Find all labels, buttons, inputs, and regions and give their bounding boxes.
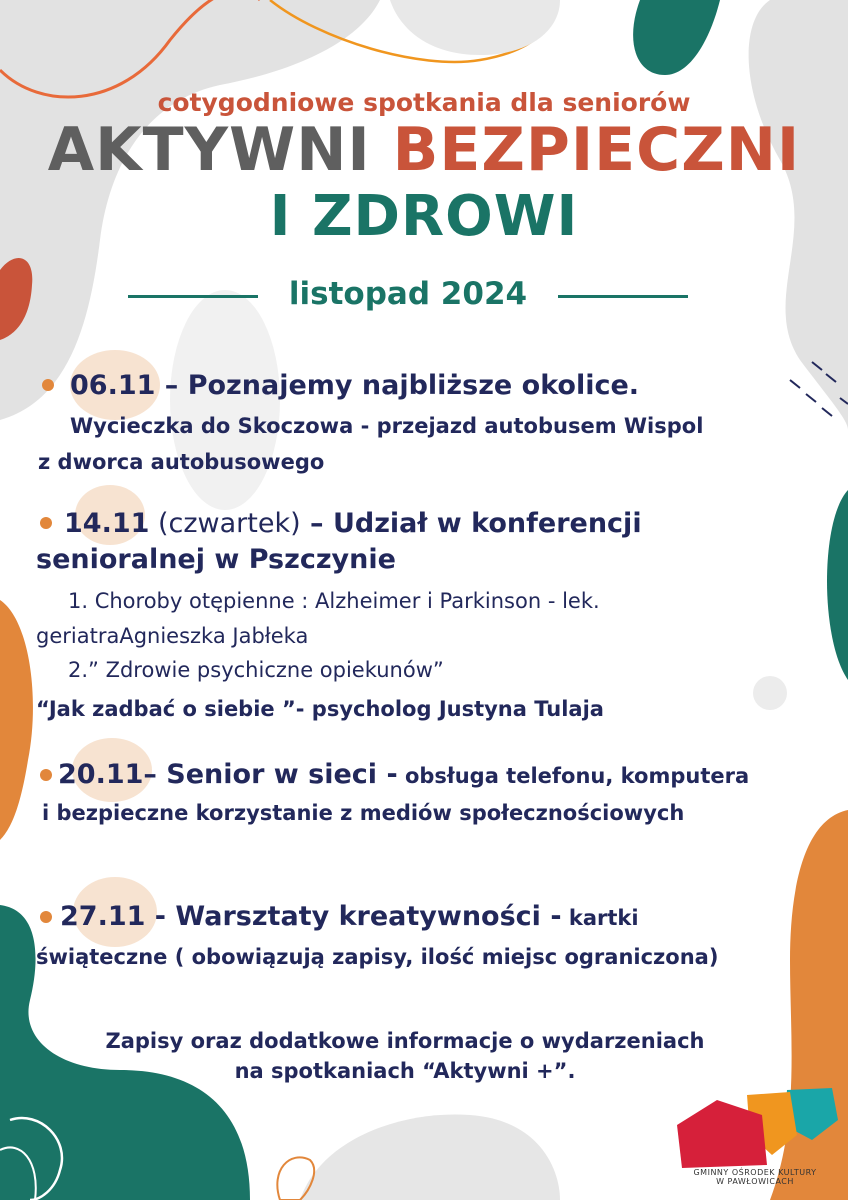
divider-right: [558, 295, 688, 298]
footer-line-1: Zapisy oraz dodatkowe informacje o wydarzeniach: [105, 1029, 705, 1053]
subtitle: cotygodniowe spotkania dla seniorów: [157, 88, 691, 117]
logo-text-line-2: W PAWŁOWICACH: [716, 1177, 794, 1186]
bullet-icon: [40, 911, 52, 923]
event-1-line-2: z dworca autobusowego: [38, 450, 325, 474]
event-4-title-tail: kartki: [561, 906, 639, 930]
event-2-line-3: 2.” Zdrowie psychiczne opiekunów”: [68, 658, 444, 682]
footer-note: [0, 1026, 810, 1086]
event-3-title-tail: obsługa telefonu, komputera: [397, 764, 750, 788]
bullet-icon: [42, 379, 54, 391]
event-3-title: 20.11– Senior w sieci -: [58, 759, 398, 790]
event-3-line-2: i bezpieczne korzystanie z mediów społecznościowych: [42, 801, 685, 825]
event-4-line-2: świąteczne ( obowiązują zapisy, ilość miejsc ograniczona): [36, 945, 719, 969]
event-2-line-1: 1. Choroby otępienne : Alzheimer i Parkinson - lek.: [68, 589, 600, 613]
bullet-icon: [40, 769, 52, 781]
title-line2: I ZDROWI: [269, 184, 579, 249]
logo-text-line-1: GMINNY OŚRODEK KULTURY: [693, 1168, 817, 1177]
event-2-heading-line2: senioralnej w Pszczynie: [36, 544, 396, 575]
bullet-icon: [40, 517, 52, 529]
event-1-heading: 06.11 – Poznajemy najbliższe okolice.: [70, 370, 640, 401]
event-2-day: (czwartek): [149, 508, 301, 539]
logo-text: [672, 1168, 838, 1186]
title-word-bezpieczni: BEZPIECZNI: [392, 115, 801, 185]
event-4-title: 27.11 - Warsztaty kreatywności -: [60, 901, 562, 932]
event-2-date: 14.11: [64, 508, 150, 539]
event-4-heading: [60, 899, 639, 935]
event-2-heading-rest: – Udział w konferencji: [300, 508, 642, 539]
event-1-line-1: Wycieczka do Skoczowa - przejazd autobusem Wispol: [70, 414, 704, 438]
event-2-line-2: geriatraAgnieszka Jabłeka: [36, 624, 309, 648]
month-row: [128, 276, 688, 316]
footer-line-2: na spotkaniach “Aktywni +”.: [234, 1059, 576, 1083]
event-3-heading: [58, 757, 749, 793]
title-word-aktywni: AKTYWNI: [47, 115, 371, 185]
event-2-line-4: “Jak zadbać o siebie ”- psycholog Justyna Tulaja: [36, 697, 604, 721]
month-label: listopad 2024: [288, 276, 528, 312]
title-line1: [0, 114, 848, 186]
event-2-heading-line1: [64, 506, 642, 542]
